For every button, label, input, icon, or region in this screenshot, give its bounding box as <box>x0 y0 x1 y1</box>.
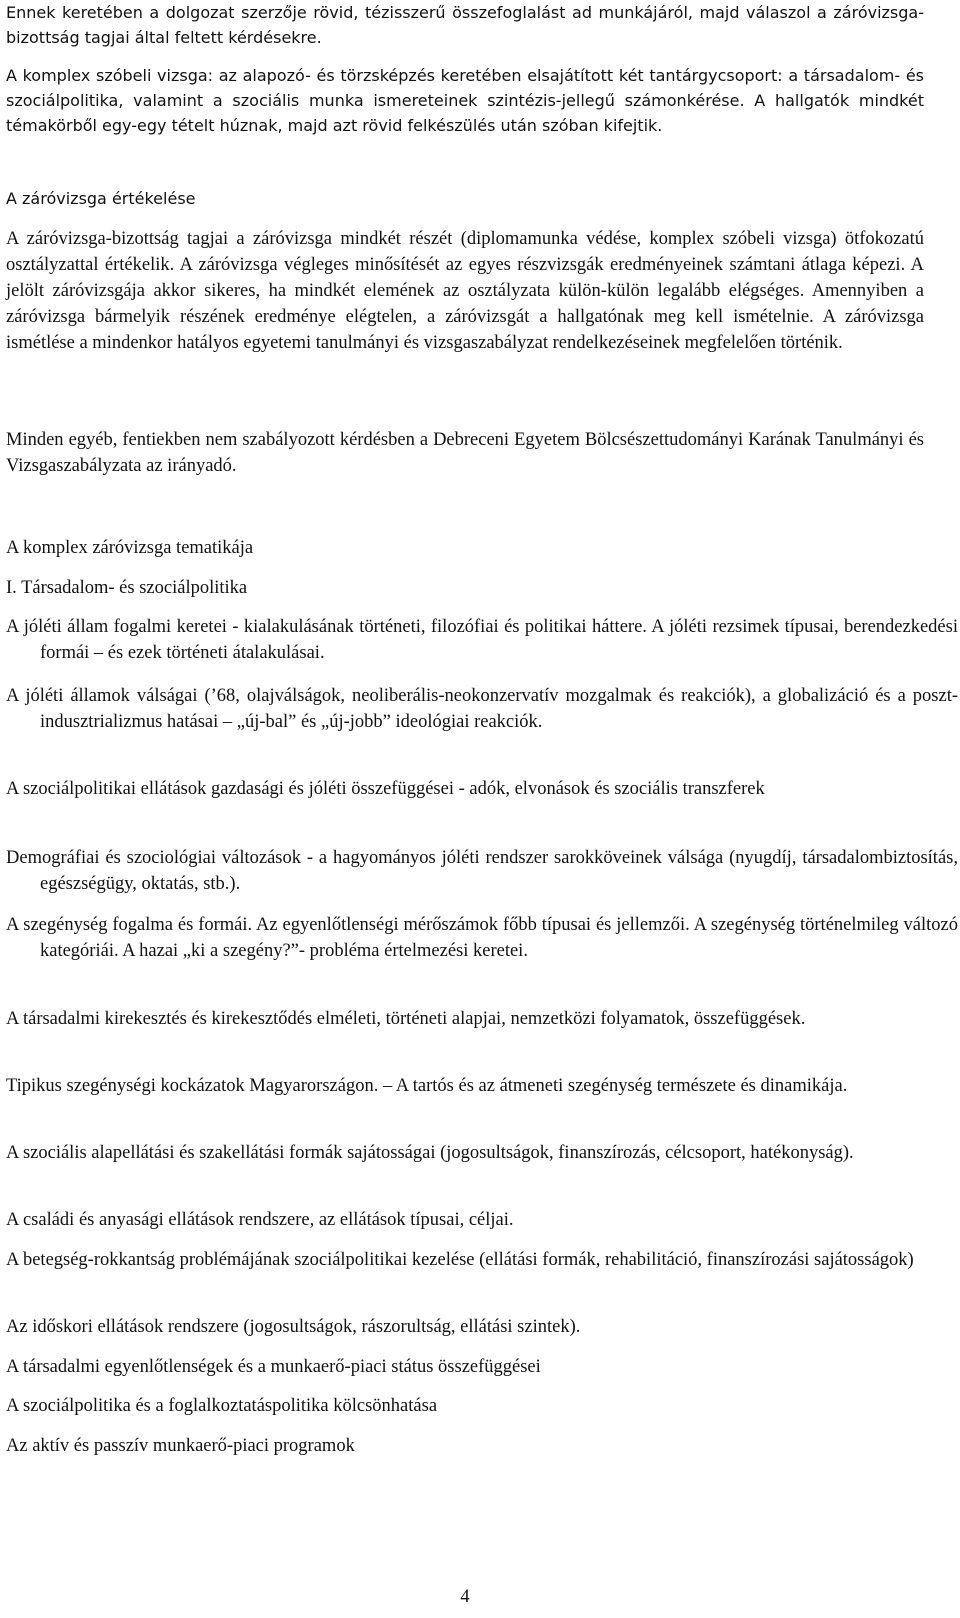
topic-item: Demográfiai és szociológiai változások - a hagyományos jóléti rendszer sarokköveinek válsága (nyugdíj, társadalombiztosítás, egészségügy, oktatás, stb.). <box>6 848 958 894</box>
topic-item: A családi és anyasági ellátások rendszere, az ellátások típusai, céljai. <box>6 1210 514 1230</box>
evaluation-paragraph: A záróvizsga-bizottság tagjai a záróvizsga mindkét részét (diplomamunka védése, komplex szóbeli vizsga) ötfokozatú osztályzattal értékelik. A záróvizsga végleges minősítését az egyes részvizsgák eredményeinek számtani átlaga képezi. A jelölt záróvizsgája akkor sikeres, ha mindkét elemének az osztályzata külön-külön legalább elégséges. Amennyiben a záróvizsga bármelyik részének eredménye elégtelen, a záróvizsgát a hallgatónak meg kell ismételnie. A záróvizsga ismétlése a mindenkor hatályos egyetemi tanulmányi és vizsgaszabályzat rendelkezéseinek megfelelően történik. <box>6 229 924 353</box>
topic-item: Az időskori ellátások rendszere (jogosultságok, rászorultság, ellátási szintek). <box>6 1317 581 1337</box>
topic-item: A szegénység fogalma és formái. Az egyenlőtlenségi mérőszámok főbb típusai és jellemzői. A szegénység történelmileg változó kategóriái. A hazai „ki a szegény?”- probléma értelmezési keretei. <box>6 915 958 961</box>
topic-item: Tipikus szegénységi kockázatok Magyarországon. – A tartós és az átmeneti szegénység természete és dinamikája. <box>6 1076 848 1096</box>
topic-item: A jóléti államok válságai (’68, olajválságok, neoliberális-neokonzervatív mozgalmak és reakciók), a globalizáció és a poszt-indusztrializmus hatásai – „új-bal” és „új-jobb” ideológiai reakciók. <box>6 686 958 732</box>
intro-continuation-paragraph: Ennek keretében a dolgozat szerzője rövid, tézisszerű összefoglalást ad munkájáról, majd válaszol a záróvizsga-bizottság tagjai által feltett kérdésekre. <box>6 3 924 47</box>
section-heading: I. Társadalom- és szociálpolitika <box>6 578 248 598</box>
page-number: 4 <box>460 1587 470 1607</box>
other-matters-paragraph: Minden egyéb, fentiekben nem szabályozott kérdésben a Debreceni Egyetem Bölcsészettudományi Karának Tanulmányi és Vizsgaszabályzata az irányadó. <box>6 430 924 476</box>
topic-item: A szociálpolitika és a foglalkoztatáspolitika kölcsönhatása <box>6 1396 438 1416</box>
topic-item: Az aktív és passzív munkaerő-piaci programok <box>6 1436 355 1456</box>
thematics-heading: A komplex záróvizsga tematikája <box>6 538 254 558</box>
complex-exam-paragraph: A komplex szóbeli vizsga: az alapozó- és törzsképzés keretében elsajátított két tantárgycsoport: a társadalom- és szociálpolitika, valamint a szociális munka ismereteinek szintézis-jellegű számonkérése. A hallgatók mindkét témakörből egy-egy tételt húznak, majd azt rövid felkészülés után szóban kifejtik. <box>6 66 924 135</box>
topic-item: A jóléti állam fogalmi keretei - kialakulásának történeti, filozófiai és politikai háttere. A jóléti rezsimek típusai, berendezkedési formái – és ezek történeti átalakulásai. <box>6 617 958 663</box>
topic-item: A társadalmi egyenlőtlenségek és a munkaerő-piaci státus összefüggései <box>6 1357 541 1377</box>
topic-item: A betegség-rokkantság problémájának szociálpolitikai kezelése (ellátási formák, rehabilitáció, finanszírozási sajátosságok) <box>6 1250 914 1270</box>
topic-item: A társadalmi kirekesztés és kirekesztődés elméleti, történeti alapjai, nemzetközi folyamatok, összefüggések. <box>6 1009 806 1029</box>
evaluation-heading: A záróvizsga értékelése <box>6 189 196 208</box>
topic-item: A szociális alapellátási és szakellátási formák sajátosságai (jogosultságok, finanszírozás, célcsoport, hatékonyság). <box>6 1143 854 1163</box>
topic-item: A szociálpolitikai ellátások gazdasági és jóléti összefüggései - adók, elvonások és szociális transzferek <box>6 779 765 799</box>
